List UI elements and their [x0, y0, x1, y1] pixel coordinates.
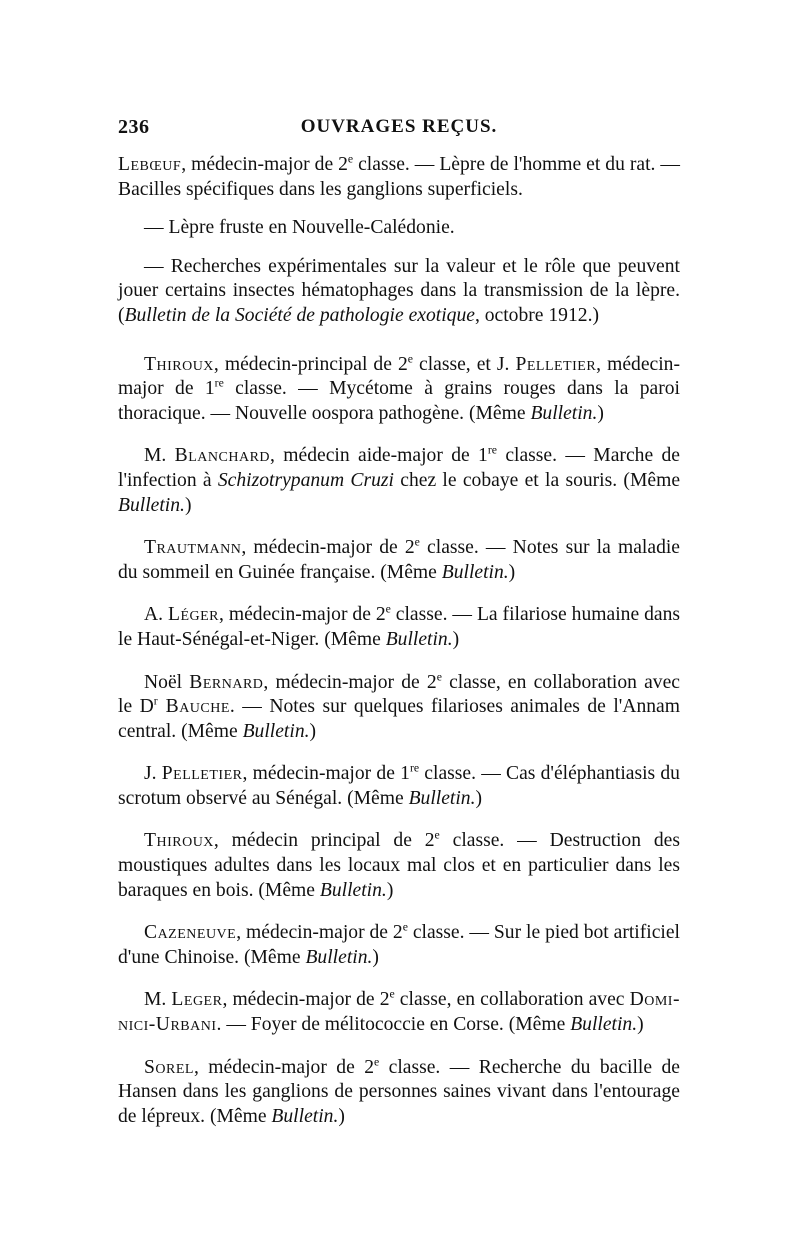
- entry-text: ): [372, 946, 379, 968]
- title-abbrev-suffix: r: [153, 694, 158, 708]
- entry-thiroux-2: [118, 829, 680, 903]
- ordinal-suffix: e: [402, 920, 408, 934]
- author-name: Trautmann: [144, 537, 242, 559]
- entry-text: — Recherches expérimentales sur la valeur et le rôle que peuvent jouer certains insectes hématophages dans la transmission de la lèpre. (: [118, 255, 680, 326]
- entry-text: ): [452, 628, 460, 650]
- entry-leboeuf: [118, 153, 680, 202]
- entry-text: , octobre 1912.): [474, 304, 599, 326]
- entry-text: , médecin-major de 1: [118, 353, 680, 400]
- author-name: Blanchard: [174, 445, 271, 467]
- entry-text: ): [508, 561, 516, 583]
- entry-text: M.: [144, 445, 175, 467]
- entry-text: , médecin aide-major de 1: [270, 445, 488, 467]
- entry-text: , médecin-major de 2: [219, 604, 386, 626]
- ordinal-suffix: e: [347, 152, 354, 166]
- entry-text: classe. — Sur le pied bot artificiel d'une Chinoise. (Même: [118, 922, 681, 968]
- author-name: Sorel: [144, 1056, 194, 1078]
- entry-text: classe. — Destruction des moustiques adultes dans les locaux mal clos et en particulier dans les baraques en bois. (Même: [118, 830, 680, 901]
- entry-leger-a: [118, 603, 680, 652]
- ordinal-suffix: re: [409, 761, 420, 775]
- running-head: OUVRAGES REÇUS.: [300, 116, 498, 137]
- entry-text: , médecin-major de 2: [241, 537, 415, 559]
- entry-text: ): [386, 879, 394, 901]
- entry-leger-m: [118, 988, 680, 1037]
- ordinal-suffix: re: [487, 443, 497, 457]
- entry-text: , médecin-major de 2: [222, 989, 390, 1011]
- entry-lepre-fruste: [118, 216, 680, 241]
- entry-text: classe, en collaboration avec le D: [118, 671, 680, 718]
- ordinal-suffix: re: [214, 376, 224, 390]
- journal-title: Bulletin.: [118, 494, 185, 516]
- ordinal-suffix: e: [385, 602, 391, 616]
- page-number: 236: [118, 116, 150, 138]
- journal-title: Bulletin.: [271, 1105, 339, 1127]
- author-name: Lebœuf: [118, 154, 182, 175]
- entry-text: classe. — Cas d'éléphantiasis du scrotum observé au Sénégal. (Même: [118, 763, 680, 809]
- entry-text: classe. — Lèpre de l'homme et du rat. — Bacilles spécifiques dans les ganglions superficiels.: [118, 154, 680, 200]
- ordinal-suffix: e: [389, 987, 395, 1001]
- bibliography-list: [118, 148, 680, 1129]
- author-name: Cazeneuve: [144, 922, 237, 944]
- entry-text: classe. — Marche de l'infection à: [118, 445, 680, 491]
- entry-bernard: [118, 671, 680, 745]
- entry-text: , médecin-major de 2: [263, 671, 437, 693]
- entry-text: , médecin-major de 2: [193, 1056, 374, 1078]
- page-header: [118, 116, 680, 146]
- author-name: Domi-nici-Urbani: [118, 989, 680, 1036]
- entry-pelletier: [118, 762, 680, 811]
- journal-title: Bulletin.: [570, 1014, 638, 1036]
- entry-text: ): [637, 1014, 644, 1036]
- entry-text: , médecin-major de 2: [236, 922, 403, 944]
- author-name: Pelletier: [161, 763, 243, 785]
- entry-text: Noël: [144, 671, 190, 693]
- author-name: Leger: [171, 989, 223, 1011]
- entry-text: classe, et J.: [412, 353, 516, 375]
- entry-sorel: [118, 1056, 680, 1130]
- author-name: Bauche: [157, 696, 230, 718]
- ordinal-suffix: e: [434, 828, 440, 842]
- ordinal-suffix: e: [407, 352, 413, 366]
- journal-title: Bulletin.: [305, 946, 373, 968]
- entry-text: classe. — Notes sur la maladie du sommeil en Guinée française. (Même: [118, 537, 681, 583]
- author-name: Léger: [168, 604, 220, 626]
- entry-text: classe, en collaboration avec: [394, 989, 630, 1011]
- entry-text: , médecin-major de 1: [242, 763, 410, 785]
- author-name: Pelletier: [515, 353, 597, 375]
- entry-blanchard: [118, 444, 680, 518]
- entry-text: ): [475, 787, 483, 809]
- entry-text: , médecin-principal de 2: [213, 353, 408, 375]
- entry-text: chez le cobaye et la souris. (Même: [393, 469, 681, 491]
- journal-title: Bulletin.: [385, 628, 453, 650]
- journal-title: Bulletin.: [242, 720, 310, 742]
- author-name: Bernard: [189, 671, 264, 693]
- entry-trautmann: [118, 536, 680, 585]
- entry-text: , médecin-major de 2: [181, 154, 348, 175]
- entry-text: J.: [144, 763, 162, 785]
- entry-text: . — Notes sur quelques filarioses animales de l'Annam central. (Même: [118, 696, 680, 742]
- entry-text: ): [309, 720, 317, 742]
- entry-text: classe. — Recherche du bacille de Hansen dans les ganglions de personnes saines vivant dans l'entourage de lépreux. (Même: [118, 1056, 680, 1127]
- journal-title: Bulletin.: [530, 402, 598, 424]
- journal-title: Bulletin.: [408, 787, 476, 809]
- ordinal-suffix: e: [374, 1055, 380, 1069]
- entry-text: classe. — La filariose humaine dans le Haut-Sénégal-et-Niger. (Même: [118, 604, 681, 650]
- entry-cazeneuve: [118, 921, 680, 970]
- entry-text: M.: [144, 989, 172, 1011]
- entry-text: . — Foyer de mélitococcie en Corse. (Même: [216, 1014, 571, 1036]
- entry-text: ): [597, 402, 604, 424]
- author-name: Thiroux: [144, 353, 214, 375]
- ordinal-suffix: e: [414, 535, 420, 549]
- journal-title: Bulletin.: [319, 879, 387, 901]
- species-name: Schizotrypanum Cruzi: [217, 469, 394, 491]
- ordinal-suffix: e: [436, 669, 442, 683]
- entry-recherches: [118, 255, 680, 329]
- entry-text: ): [338, 1105, 345, 1127]
- journal-title: Bulletin.: [441, 561, 509, 583]
- entry-text: classe. — Mycétome à grains rouges dans la paroi thoracique. — Nouvelle oospora pathogène. (Même: [118, 378, 680, 424]
- entry-text: , médecin principal de 2: [213, 830, 435, 852]
- entry-thiroux-pelletier: [118, 353, 680, 427]
- entry-text: ): [184, 494, 192, 516]
- author-name: Thiroux: [144, 830, 214, 852]
- entry-text: — Lèpre fruste en Nouvelle-Calédonie.: [144, 217, 455, 239]
- journal-title: Bulletin de la Société de pathologie exotique: [124, 304, 475, 326]
- entry-text: A.: [144, 604, 168, 626]
